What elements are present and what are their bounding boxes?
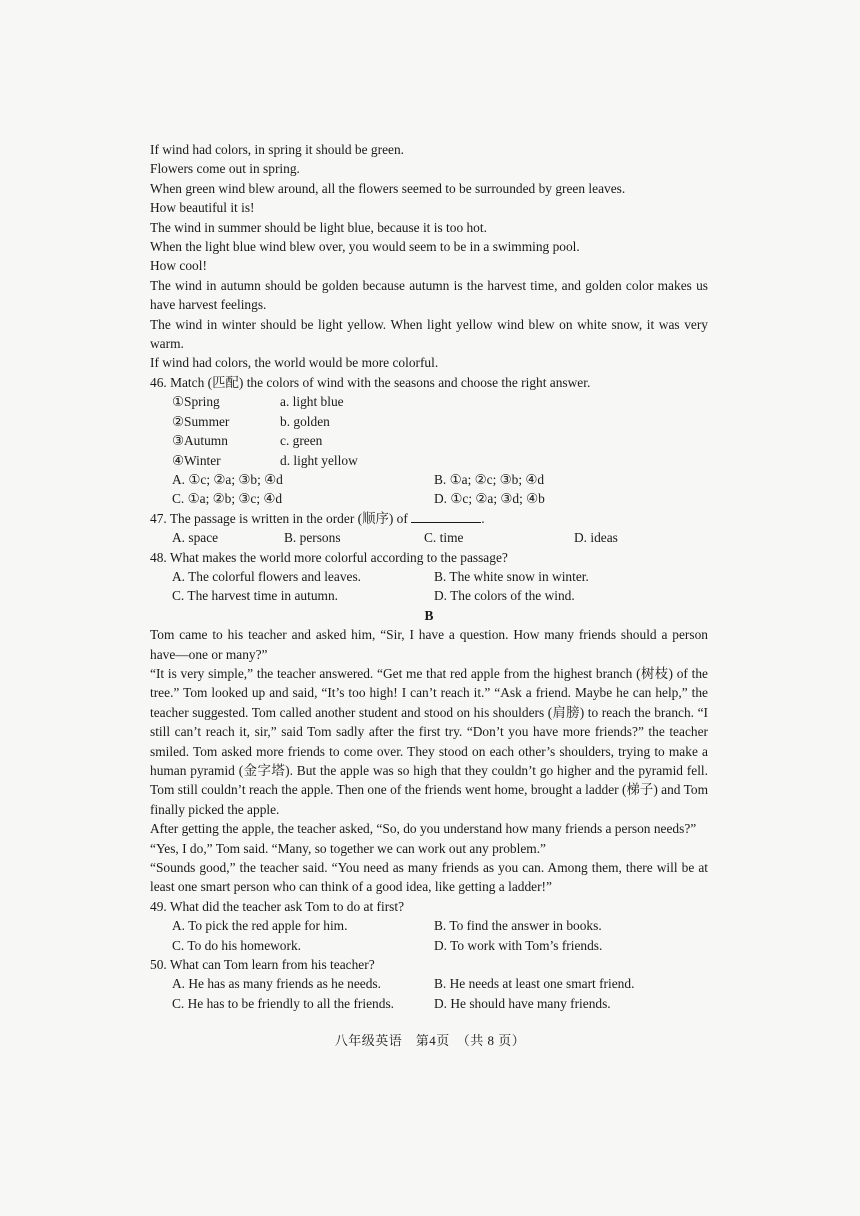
- option-c: C. ①a; ②b; ③c; ④d: [172, 491, 283, 507]
- option-b: B. ①a; ②c; ③b; ④d: [434, 471, 545, 487]
- passage-line: The wind in summer should be light blue, because it is too hot.: [150, 219, 487, 235]
- question-stem: 50. What can Tom learn from his teacher?: [150, 957, 375, 973]
- passage-paragraph: “It is very simple,” the teacher answered. “Get me that red apple from the highest branch (树枝) of the tree.” Tom looked up and said, “It’s too high! I can’t reach it.” “Ask a friend. Maybe he can help,” the teacher suggested. Tom called another student and stood on his shoulders (肩膀) to reach the branch. “I still can’t reach it, sir,” said Tom sadly after the first try. “Don’t you have more friends?” the teacher smiled. Tom asked more friends to come over. They stood on each other’s shoulders, trying to make a human pyramid (金字塔). But the apple was so high that they couldn’t go higher and the pyramid fell. Tom still couldn’t reach the apple. Then one of the friends went home, brought a ladder (梯子) and Tom finally picked the apple.: [150, 665, 708, 817]
- passage-paragraph: “Yes, I do,” Tom said. “Many, so together we can work out any problem.”: [150, 840, 546, 856]
- passage-paragraph: Tom came to his teacher and asked him, “Sir, I have a question. How many friends should a person have—one or many?”: [150, 627, 708, 662]
- match-row: [150, 412, 708, 431]
- option-b: B. persons: [284, 530, 341, 546]
- option-d: D. To work with Tom’s friends.: [434, 937, 603, 953]
- question-48: [150, 548, 708, 606]
- question-49: [150, 897, 708, 955]
- passage-line: Flowers come out in spring.: [150, 161, 300, 177]
- option-d: D. The colors of the wind.: [434, 588, 575, 604]
- question-stem: 48. What makes the world more colorful according to the passage?: [150, 549, 508, 565]
- option-d: D. ①c; ②a; ③d; ④b: [434, 491, 545, 507]
- passage-paragraph: “Sounds good,” the teacher said. “You need as many friends as you can. Among them, there will be at least one smart person who can think of a good idea, like getting a ladder!”: [150, 860, 708, 895]
- season-item: ③Autumn: [172, 433, 228, 449]
- passage-line: The wind in winter should be light yellow. When light yellow wind blew on white snow, it was very warm.: [150, 316, 708, 352]
- option-row: [150, 994, 708, 1013]
- option-c: C. The harvest time in autumn.: [172, 588, 338, 604]
- section-b-heading: B: [424, 607, 434, 623]
- option-a: A. The colorful flowers and leaves.: [172, 568, 362, 584]
- color-item: a. light blue: [280, 394, 344, 410]
- question-47: [150, 509, 708, 548]
- passage-line: When the light blue wind blew over, you would seem to be in a swimming pool.: [150, 239, 580, 255]
- exam-page: [150, 140, 708, 1013]
- option-a: A. space: [172, 530, 219, 546]
- option-b: B. The white snow in winter.: [434, 568, 589, 584]
- stem-end: .: [481, 510, 485, 526]
- answer-blank: [411, 510, 481, 523]
- question-stem: [150, 509, 708, 528]
- match-row: [150, 431, 708, 450]
- option-row: [150, 936, 708, 955]
- season-item: ①Spring: [172, 394, 220, 410]
- option-c: C. To do his homework.: [172, 937, 302, 953]
- option-row: [150, 528, 708, 547]
- passage-paragraph: After getting the apple, the teacher asked, “So, do you understand how many friends a person needs?”: [150, 821, 697, 837]
- passage-a: [150, 140, 708, 373]
- option-a: A. ①c; ②a; ③b; ④d: [172, 471, 283, 487]
- passage-line: If wind had colors, in spring it should be green.: [150, 142, 405, 157]
- option-row: [150, 567, 708, 586]
- question-46: [150, 373, 708, 509]
- passage-line: When green wind blew around, all the flowers seemed to be surrounded by green leaves.: [150, 180, 626, 196]
- option-row: [150, 974, 708, 993]
- match-row: [150, 392, 708, 411]
- option-row: [150, 916, 708, 935]
- page-footer: 八年级英语 第4页 （共 8 页）: [334, 1033, 526, 1048]
- passage-line: The wind in autumn should be golden because autumn is the harvest time, and golden color makes us have harvest feelings.: [150, 277, 708, 313]
- passage-b: [150, 625, 708, 897]
- option-d: D. He should have many friends.: [434, 995, 611, 1011]
- passage-line: How cool!: [150, 258, 207, 274]
- option-row: [150, 470, 708, 489]
- color-item: b. golden: [280, 413, 330, 429]
- option-b: B. He needs at least one smart friend.: [434, 976, 635, 992]
- color-item: c. green: [280, 433, 323, 449]
- match-row: [150, 451, 708, 470]
- color-item: d. light yellow: [280, 452, 358, 468]
- stem-text: 47. The passage is written in the order (顺序) of: [150, 510, 408, 526]
- question-50: [150, 955, 708, 1013]
- option-a: A. He has as many friends as he needs.: [172, 976, 381, 992]
- season-item: ②Summer: [172, 413, 230, 429]
- season-item: ④Winter: [172, 452, 221, 468]
- option-d: D. ideas: [574, 530, 618, 546]
- option-b: B. To find the answer in books.: [434, 918, 602, 934]
- passage-line: How beautiful it is!: [150, 200, 255, 216]
- option-row: [150, 489, 708, 508]
- question-stem: 49. What did the teacher ask Tom to do at first?: [150, 898, 405, 914]
- question-stem: 46. Match (匹配) the colors of wind with the seasons and choose the right answer.: [150, 374, 591, 390]
- option-c: C. He has to be friendly to all the friends.: [172, 995, 395, 1011]
- option-a: A. To pick the red apple for him.: [172, 918, 348, 934]
- option-c: C. time: [424, 530, 464, 546]
- passage-line: If wind had colors, the world would be more colorful.: [150, 355, 439, 371]
- option-row: [150, 586, 708, 605]
